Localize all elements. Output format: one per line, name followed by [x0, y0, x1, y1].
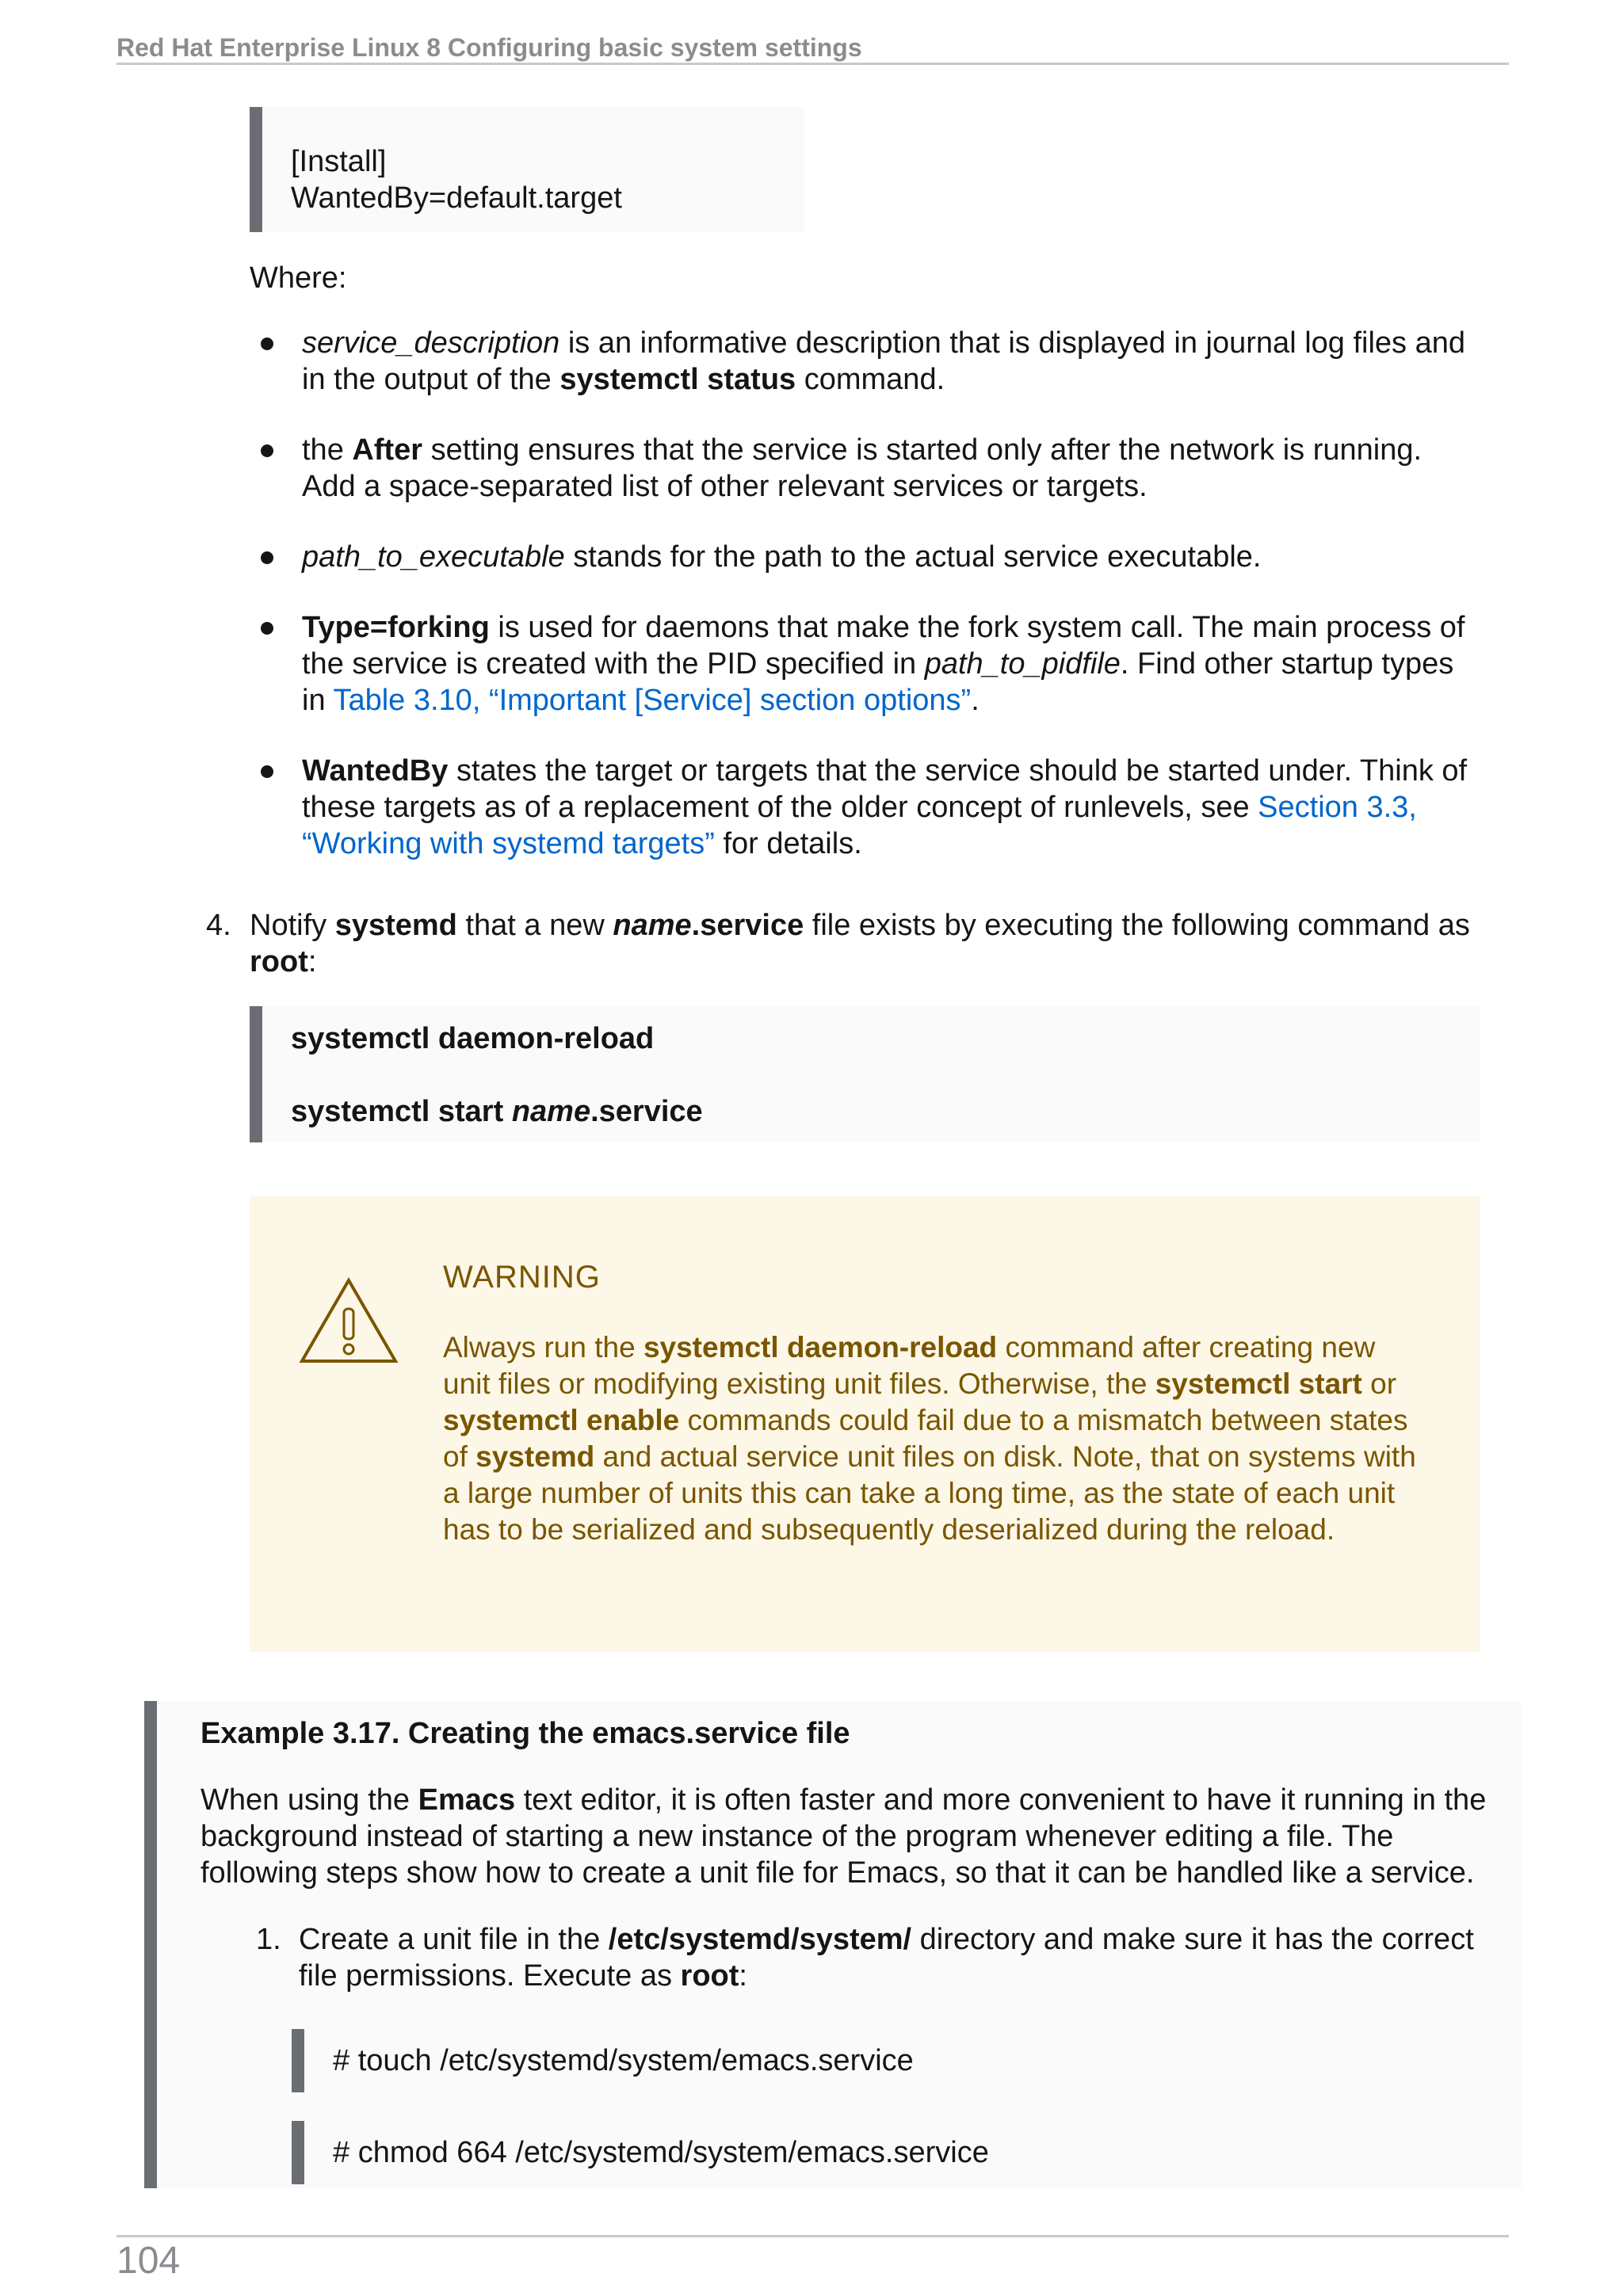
italic-term: path_to_pidfile — [924, 647, 1121, 681]
text: directory and make sure it has the correct file permissions. Execute as — [299, 1923, 1474, 1993]
text: : — [739, 1959, 747, 1993]
list-item — [250, 432, 1478, 505]
text: . — [971, 684, 980, 717]
bold-term: .service — [691, 909, 804, 942]
code-line: systemctl daemon-reload — [291, 1022, 655, 1055]
text: stands for the path to the actual service executable. — [564, 540, 1262, 574]
step-number: 4. — [206, 909, 231, 942]
command: systemd — [475, 1440, 595, 1473]
text: When using the — [200, 1783, 418, 1817]
italic-term: name — [613, 909, 692, 942]
text: .service — [590, 1095, 703, 1128]
document-title: Red Hat Enterprise Linux 8 Configuring basic system settings — [116, 33, 862, 62]
code-line: [Install] — [291, 145, 387, 178]
command: systemctl enable — [443, 1404, 680, 1436]
text: or — [1361, 1367, 1397, 1400]
table-link[interactable]: Table 3.10, “Important [Service] section options” — [333, 684, 972, 717]
bold-term: root — [680, 1959, 739, 1993]
warning-title: WARNING — [443, 1260, 601, 1295]
text: file exists by executing the following command as — [804, 909, 1470, 942]
text: the — [302, 433, 353, 467]
page-number: 104 — [116, 2240, 181, 2282]
path: /etc/systemd/system/ — [608, 1923, 912, 1956]
code-block-touch — [292, 2029, 1504, 2092]
text: . Find other startup types in — [302, 647, 1454, 717]
example-paragraph — [200, 1782, 1500, 1891]
text: setting ensures that the service is started only after the network is running. Add a space-separated list of other relevant services or targets. — [302, 433, 1423, 503]
code-block-chmod — [292, 2121, 1504, 2184]
term: After — [352, 433, 423, 467]
text: : — [307, 945, 317, 978]
list-item — [250, 753, 1478, 862]
step-number: 1. — [256, 1923, 281, 1956]
text: is used for daemons that make the fork system call. The main process of the service is created with the PID specified in — [302, 611, 1465, 681]
text: and actual service unit files on disk. Note, that on systems with a large number of units this can take a long time, as the state of each unit has to be serialized and subsequently deserialized during the reload. — [443, 1440, 1416, 1546]
text: command after creating new unit files or modifying existing unit files. Otherwise, the — [443, 1331, 1376, 1400]
text: command. — [796, 363, 945, 396]
term: WantedBy — [302, 754, 449, 788]
example-block — [144, 1701, 1522, 2188]
code-line: # chmod 664 /etc/systemd/system/emacs.service — [333, 2136, 989, 2169]
code-line: WantedBy=default.target — [291, 181, 622, 215]
list-item — [250, 609, 1478, 719]
step-4 — [206, 907, 1474, 980]
code-block-reload — [250, 1006, 1480, 1142]
command: systemctl status — [559, 363, 796, 396]
text: that a new — [456, 909, 613, 942]
warning-icon — [297, 1276, 400, 1367]
where-label: Where: — [250, 261, 347, 295]
term: service_description — [302, 326, 560, 360]
list-item — [250, 539, 1478, 575]
text: Always run the — [443, 1331, 643, 1363]
command: systemctl start — [1155, 1367, 1362, 1400]
text: Create a unit file in the — [299, 1923, 609, 1956]
bullet-icon — [261, 338, 273, 350]
page-header — [116, 16, 1509, 65]
text: commands could fail due to a mismatch between states of — [443, 1404, 1408, 1473]
text: Notify — [250, 909, 335, 942]
text: systemctl start — [291, 1095, 512, 1128]
bullet-icon — [261, 551, 273, 564]
bold-term: Emacs — [418, 1783, 516, 1817]
text: is an informative description that is displayed in journal log files and in the output of the — [302, 326, 1465, 396]
bold-term: systemd — [334, 909, 457, 942]
command: systemctl daemon-reload — [643, 1331, 998, 1363]
text: text editor, it is often faster and more convenient to have it running in the background instead of starting a new instance of the program whenever editing a file. The following steps show how to create a unit file for Emacs, so that it can be handled like a service. — [200, 1783, 1487, 1890]
example-step-1 — [256, 1921, 1487, 1994]
warning-admonition — [250, 1196, 1480, 1652]
example-title: Example 3.17. Creating the emacs.service file — [200, 1717, 850, 1750]
code-line — [291, 1093, 1480, 1130]
term: Type=forking — [302, 611, 490, 644]
code-line: # touch /etc/systemd/system/emacs.service — [333, 2044, 914, 2077]
term: path_to_executable — [302, 540, 565, 574]
section-link[interactable]: Section 3.3, “Working with systemd targets” — [302, 791, 1417, 860]
bullet-icon — [261, 444, 273, 457]
text: for details. — [714, 827, 862, 860]
bold-term: root — [250, 945, 308, 978]
bullet-icon — [261, 622, 273, 635]
bullet-list — [250, 325, 1478, 896]
text: states the target or targets that the service should be started under. Think of these targets as of a replacement of the older concept of runlevels, see — [302, 754, 1468, 824]
italic-term: name — [511, 1095, 591, 1128]
code-block-install — [250, 107, 804, 232]
warning-body — [443, 1329, 1418, 1548]
list-item — [250, 325, 1478, 398]
bullet-icon — [261, 765, 273, 778]
page-footer-rule — [116, 2235, 1509, 2237]
